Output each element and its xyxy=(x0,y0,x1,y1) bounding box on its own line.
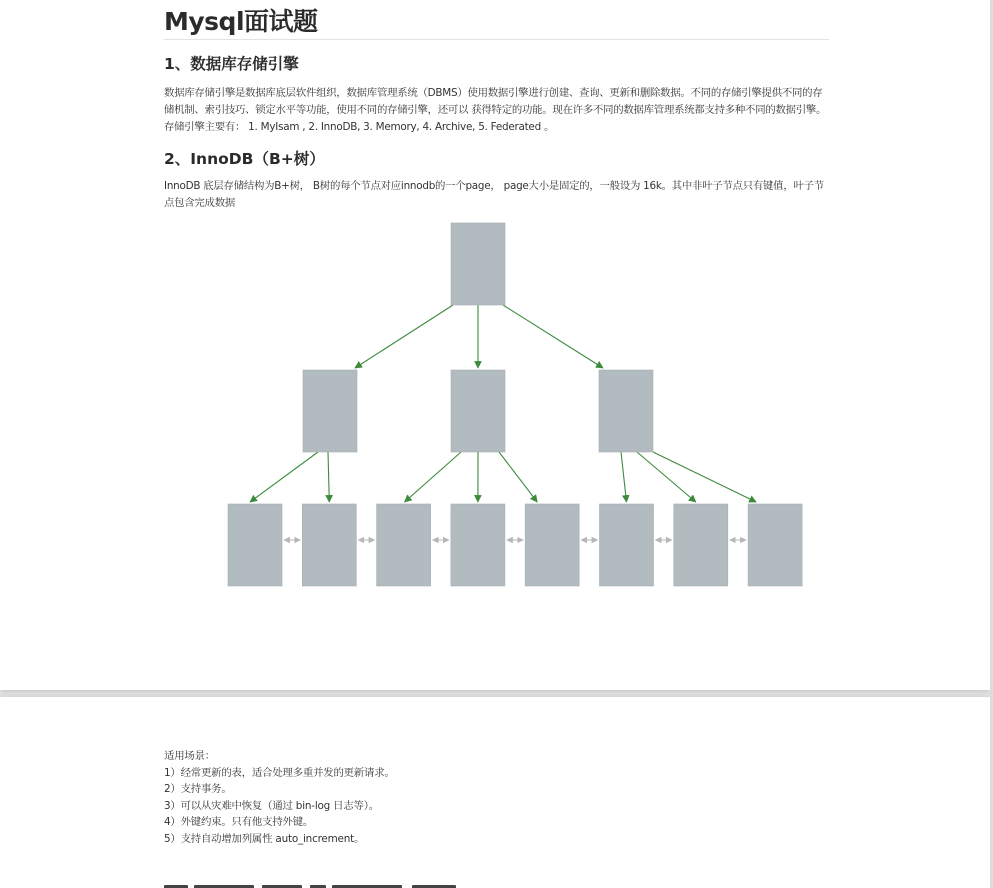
tree-pointer-arrow xyxy=(637,452,696,502)
usage-intro: 适用场景： xyxy=(164,750,215,762)
tree-pointer-arrow xyxy=(503,305,603,368)
tree-pointer-arrow xyxy=(653,452,756,502)
tree-pointer-arrow xyxy=(621,452,627,502)
bplus-tree-diagram xyxy=(164,215,829,595)
tree-leaf-node xyxy=(302,504,356,586)
tree-leaf-node xyxy=(600,504,654,586)
title-divider xyxy=(164,39,829,40)
tree-pointer-arrow xyxy=(405,452,461,502)
usage-scenarios xyxy=(164,748,764,848)
usage-item: 1）经常更新的表，适合处理多重并发的更新请求。 xyxy=(164,766,395,779)
tree-leaf-node xyxy=(748,504,802,586)
tree-leaf-node xyxy=(525,504,579,586)
tree-leaf-node xyxy=(674,504,728,586)
usage-item: 4）外键约束。只有他支持外键。 xyxy=(164,816,314,829)
usage-item: 3）可以从灾难中恢复（通过 bin-log 日志等）。 xyxy=(164,799,379,812)
next-heading-cut-off xyxy=(164,880,464,888)
usage-item: 5）支持自动增加列属性 auto_increment。 xyxy=(164,832,365,845)
tree-leaf-node xyxy=(451,504,505,586)
tree-leaf-node xyxy=(377,504,431,586)
tree-pointer-arrow xyxy=(328,452,329,502)
tree-internal-node xyxy=(303,370,357,452)
section-heading-innodb: 2、InnoDB（B+树） xyxy=(164,150,325,168)
section-paragraph-storage-engine: 数据库存储引擎是数据库底层软件组织，数据库管理系统（DBMS）使用数据引擎进行创建、查询、更新和删除数据。不同的存储引擎提供不同的存储机制、索引技巧、锁定水平等功能，使用不同的存储引擎，还可以 获得特定的功能。现在许多不同的数据库管理系统都支持多种不同的数据引擎。存储引擎主要有： 1. MyIsam , 2. InnoDB, 3. Memory, 4. Archive, 5. Federated 。 xyxy=(164,87,827,133)
tree-pointer-arrow xyxy=(250,452,318,502)
tree-internal-node xyxy=(599,370,653,452)
section-paragraph-innodb: InnoDB 底层存储结构为B+树， B树的每个节点对应innodb的一个page， page大小是固定的，一般设为 16k。其中非叶子节点只有键值，叶子节点包含完成数据 xyxy=(164,180,824,209)
tree-internal-node xyxy=(451,370,505,452)
tree-pointer-arrow xyxy=(355,305,453,368)
section-heading-storage-engine: 1、数据库存储引擎 xyxy=(164,55,299,73)
document-title: Mysql面试题 xyxy=(164,7,318,36)
tree-leaf-node xyxy=(228,504,282,586)
tree-pointer-arrow xyxy=(499,452,537,502)
tree-root-node xyxy=(451,223,505,305)
usage-item: 2）支持事务。 xyxy=(164,783,232,796)
